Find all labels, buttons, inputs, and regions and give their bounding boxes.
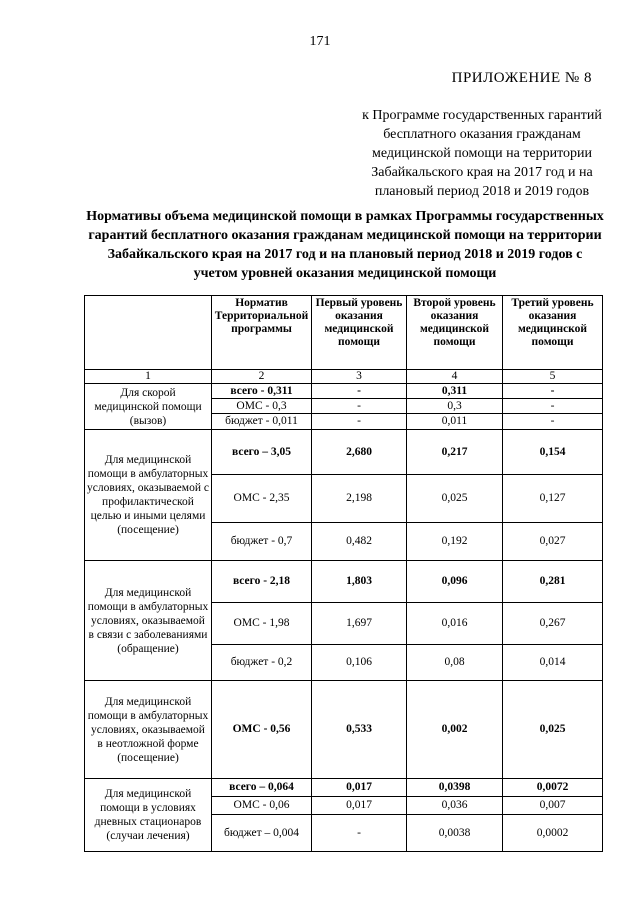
level-3-cell: 0,027 — [503, 523, 603, 561]
level-3-cell: - — [503, 414, 603, 430]
norm-cell: бюджет - 0,2 — [212, 645, 312, 681]
column-number: 5 — [503, 370, 603, 384]
level-3-cell: - — [503, 399, 603, 414]
norm-cell: бюджет – 0,004 — [212, 815, 312, 852]
level-3-cell: 0,014 — [503, 645, 603, 681]
norm-cell: ОМС - 0,06 — [212, 797, 312, 815]
column-number: 1 — [85, 370, 212, 384]
level-1-cell: - — [312, 384, 407, 399]
norm-cell: всего – 0,064 — [212, 779, 312, 797]
level-3-cell: 0,007 — [503, 797, 603, 815]
level-3-cell: 0,0002 — [503, 815, 603, 852]
level-3-cell: 0,0072 — [503, 779, 603, 797]
level-2-cell: 0,096 — [407, 561, 503, 603]
header-level-3: Третий уровень оказания медицинской помощи — [503, 296, 603, 370]
level-2-cell: 0,217 — [407, 430, 503, 475]
table-row — [85, 384, 603, 399]
level-2-cell: 0,016 — [407, 603, 503, 645]
category-cell: Для медицинской помощи в амбулаторных условиях, оказываемой в неотложной форме (посещение) — [85, 681, 212, 779]
table-row — [85, 779, 603, 797]
level-3-cell: - — [503, 384, 603, 399]
norm-cell: бюджет - 0,011 — [212, 414, 312, 430]
norm-cell: всего - 2,18 — [212, 561, 312, 603]
level-3-cell: 0,267 — [503, 603, 603, 645]
category-cell: Для медицинской помощи в амбулаторных условиях, оказываемой в связи с заболеваниями (обращение) — [85, 561, 212, 681]
norm-cell: ОМС - 2,35 — [212, 475, 312, 523]
table-row — [85, 561, 603, 603]
header-norm: Норматив Территориальной программы — [212, 296, 312, 370]
page-number: 171 — [309, 34, 331, 49]
level-2-cell: 0,0038 — [407, 815, 503, 852]
level-3-cell: 0,025 — [503, 681, 603, 779]
appendix-subtitle: к Программе государственных гарантий бесплатного оказания гражданам медицинской помощи на территории Забайкальского края на 2017 год и на плановый период 2018 и 2019 годов — [362, 108, 602, 199]
level-2-cell: 0,036 — [407, 797, 503, 815]
column-number-row — [85, 370, 603, 384]
level-1-cell: 2,198 — [312, 475, 407, 523]
level-1-cell: 0,017 — [312, 797, 407, 815]
column-number: 2 — [212, 370, 312, 384]
level-2-cell: 0,311 — [407, 384, 503, 399]
category-cell: Для скорой медицинской помощи (вызов) — [85, 384, 212, 430]
level-1-cell: 0,533 — [312, 681, 407, 779]
level-2-cell: 0,192 — [407, 523, 503, 561]
level-3-cell: 0,127 — [503, 475, 603, 523]
level-2-cell: 0,025 — [407, 475, 503, 523]
level-1-cell: - — [312, 399, 407, 414]
column-number: 3 — [312, 370, 407, 384]
column-number: 4 — [407, 370, 503, 384]
level-1-cell: 0,482 — [312, 523, 407, 561]
header-level-1: Первый уровень оказания медицинской помощи — [312, 296, 407, 370]
level-2-cell: 0,002 — [407, 681, 503, 779]
table-row — [85, 681, 603, 779]
level-1-cell: 1,697 — [312, 603, 407, 645]
document-title: Нормативы объема медицинской помощи в рамках Программы государственных гарантий бесплатного оказания гражданам медицинской помощи на территории Забайкальского края на 2017 год и на плановый период 2018 и 2019 годов с учетом уровней оказания медицинской помощи — [86, 209, 604, 281]
table-header-row — [85, 296, 603, 370]
level-1-cell: 0,106 — [312, 645, 407, 681]
level-1-cell: 2,680 — [312, 430, 407, 475]
header-level-2: Второй уровень оказания медицинской помощи — [407, 296, 503, 370]
norm-cell: всего – 3,05 — [212, 430, 312, 475]
norm-cell: бюджет - 0,7 — [212, 523, 312, 561]
level-1-cell: 0,017 — [312, 779, 407, 797]
category-cell: Для медицинской помощи в амбулаторных условиях, оказываемой с профилактической целью и иными целями (посещение) — [85, 430, 212, 561]
level-1-cell: 1,803 — [312, 561, 407, 603]
norms-table — [84, 295, 603, 852]
level-1-cell: - — [312, 414, 407, 430]
category-cell: Для медицинской помощи в условиях дневных стационаров (случаи лечения) — [85, 779, 212, 852]
level-2-cell: 0,3 — [407, 399, 503, 414]
level-3-cell: 0,281 — [503, 561, 603, 603]
header-category — [85, 296, 212, 370]
level-2-cell: 0,08 — [407, 645, 503, 681]
level-1-cell: - — [312, 815, 407, 852]
appendix-title: ПРИЛОЖЕНИЕ № 8 — [451, 70, 592, 86]
level-3-cell: 0,154 — [503, 430, 603, 475]
table-row — [85, 430, 603, 475]
level-2-cell: 0,0398 — [407, 779, 503, 797]
norm-cell: ОМС - 0,56 — [212, 681, 312, 779]
level-2-cell: 0,011 — [407, 414, 503, 430]
norm-cell: ОМС - 0,3 — [212, 399, 312, 414]
norm-cell: ОМС - 1,98 — [212, 603, 312, 645]
norm-cell: всего - 0,311 — [212, 384, 312, 399]
